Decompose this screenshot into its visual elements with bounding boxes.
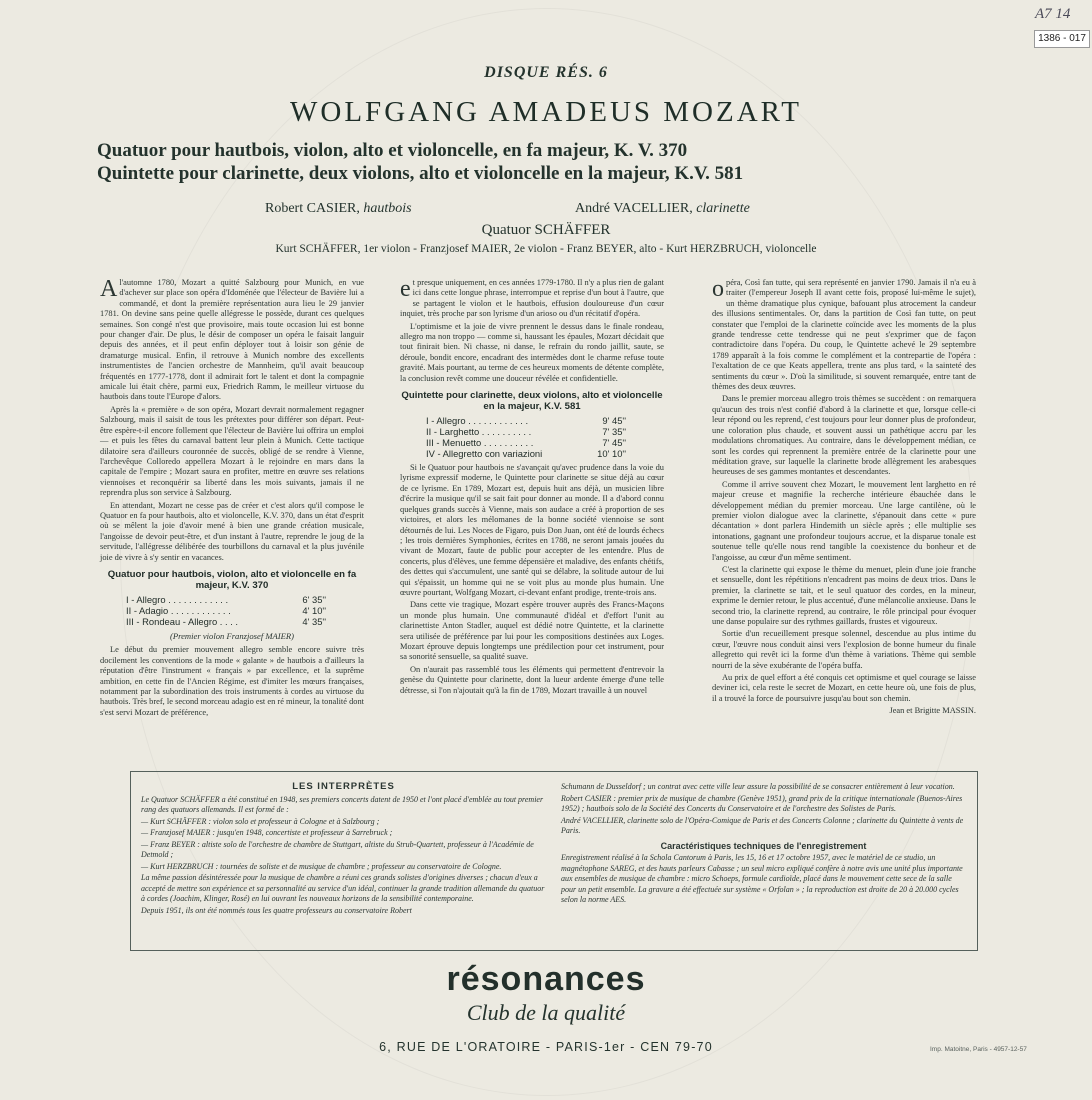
- notes-paragraph: En attendant, Mozart ne cesse pas de créer et c'est alors qu'il compose le Quatuor en fa pour hautbois, alto et violoncelle, K.V. 370, dans un état d'esprit où se mêlent la joie d'avoir mené à bien une grande création musicale, l'angoisse de devoir peut-être, et d'un instant à l'autre, reprendre le joug de la servitude, l'allégresse délibérée des tourbillons du carnaval et la plus juvénile joie de vivre à s'y sentir en vacances.: [100, 500, 364, 562]
- printer-credit: Imp. Matoitne, Paris - 4957-12-57: [930, 1046, 1027, 1053]
- track-duration: 10' 10'': [597, 448, 626, 460]
- track-row: [126, 605, 326, 616]
- notes-paragraph: Dans le premier morceau allegro trois thèmes se succèdent : on remarquera qu'aucun des trois n'est confié d'abord à la clarinette et que, lorsque celle-ci leur répond ou les reprend, c'est toujours pour leur donner plus de profondeur, une coloration plus chaude, et souvent aussi un pathétique accru par les modulations chromatiques. Au contraire, dans le développement médian, ce sont les cordes qui reprennent la première entrée de la clarinette pour une méditation grave, sur laquelle la clarinette brode allègrement les arabesques heureuses de ses gammes montantes et descendantes.: [712, 394, 976, 477]
- performer-vacellier-instrument: clarinette: [696, 201, 750, 216]
- notes-paragraph: On n'aurait pas rassemblé tous les éléments qui permettent d'entrevoir la genèse du Quintette pour clarinette, dont la lueur ardente émerge d'une telle détresse, si l'on n'ajoutait qu'à la fin de 1789, Mozart travaille à un nouvel: [400, 664, 664, 695]
- notes-paragraph: Comme il arrive souvent chez Mozart, le mouvement lent larghetto en ré majeur creuse et magnifie la recherche intérieure ébauchée dans le développement médian du premier morceau. Une large cantilène, où le premier violon dialogue avec la clarinette, s'épanouit dans cette « pure décantation » dont parlera Hindemith un siècle après ; elle multiplie ses intonations, gagnant une profondeur toujours accrue, et la disparue tonale est soutenue telle qu'elle nous rend tangible la coexistence du bonheur et de l'angoisse, au cœur d'un même sentiment.: [712, 479, 976, 562]
- quartet-name: Quatuor SCHÄFFER: [481, 222, 611, 238]
- interpretes-line: Schumann de Dusseldorf ; un contrat avec cette ville leur assure la possibilité de se consacrer entièrement à leur vocation.: [561, 782, 955, 791]
- notes-column-2: [400, 278, 664, 698]
- track-duration: 9' 45'': [602, 415, 626, 427]
- track-duration: 6' 35'': [302, 593, 326, 605]
- interpretes-line: La même passion désintéressée pour la musique de chambre a réuni ces grands solistes d'origines diverses ; chacun d'eux a accepté de mettre son expérience et sa personnalité au service d'un idéal, continuer la grande tradition allemande du quatuor à cordes (Joachim, Klinger, Rosé) en lui ouvrant les nouveaux horizons de la sensibilité contemporaine.: [141, 873, 545, 903]
- section-heading-quintette: Quintette pour clarinette, deux violons, alto et violoncelle en la majeur, K.V. 581: [401, 390, 663, 413]
- recording-specs-text: Enregistrement réalisé à la Schola Cantorum à Paris, les 15, 16 et 17 octobre 1957, avec le matériel de ce studio, un magnétophone SAREG, et des hauts parleurs Cabasse ; un seul micro expliqué confère à notre avis une unité plus importante aux ensembles de musique de chambre : micro Schoeps, formule cardioïde, placé dans le mouvement cette sece de la salle pour un petit ensemble. La gravure a été effectuée sur système « Orfolan » ; la reproduction est droite de 20 à 20.000 cycles selon la norme AES.: [561, 853, 963, 904]
- interpretes-line: — Franzjosef MAIER : jusqu'en 1948, concertiste et professeur à Sarrebruck ;: [141, 828, 393, 837]
- performer-casier-instrument: hautbois: [363, 201, 412, 216]
- interpretes-right: [561, 782, 966, 907]
- track-title: III - Rondeau - Allegro . . . .: [126, 615, 239, 627]
- disque-number: DISQUE RÉS. 6: [484, 64, 608, 81]
- notes-paragraph: Dans cette vie tragique, Mozart espère trouver auprès des Francs-Maçons un monde plus humain. Une communauté d'idéal et d'effort l'unit au clarinettiste Anton Stadler, auquel est dédié notre Quintette, et la clarinette sera utilisée de préférence par lui pour les compositions destinées aux Loges. Mozart éprouve depuis longtemps une prédilection pour cet instrument, pour sa sonorité sensuelle, sa qualité suave.: [400, 600, 664, 662]
- notes-paragraph: Sortie d'un recueillement presque solennel, descendue au plus intime du cœur, l'œuvre nous conduit ainsi vers l'explosion de bonne humeur du finale allegretto qui revêt ici la forme d'un thème à variations. Thème qui semble nourri de la sève exubérante de l'opéra buffa.: [712, 629, 976, 670]
- notes-paragraph: et presque uniquement, en ces années 1779-1780. Il n'y a plus rien de galant ici dans cette longue phrase, interrompue et reprise d'un bout à l'autre, que se partagent le violon et le hautbois, effusion douloureuse d'un cœur inquiet, très proche par son lyrisme d'un arioso ou d'un récitatif d'opéra.: [400, 276, 664, 319]
- composer-title: WOLFGANG AMADEUS MOZART: [290, 96, 802, 128]
- notes-paragraph: Al'automne 1780, Mozart a quitté Salzbourg pour Munich, en vue d'achever sur place son opéra d'Idoménée que l'électeur de Bavière lui a commandé, et dont la première représentation aura lieu le 29 janvier 1781. On devine sans peine quelle allégresse le possède, durant ces quelques semaines. Son congé n'est que provisoire, mais toute occasion lui est bonne pour changer d'air. De plus, le désir de composer un opéra le faisait languir depuis des années, et il peut enfin déployer tout à loisir son génie de dramaturge musical. Enfin, il retrouve à Munich nombre des excellents instrumentistes de l'ancien orchestre de Mannheim, qu'il avait beaucoup fréquentés en 1777-1778, dont il admirait fort le talent et dont la compagnie amicale lui était chère, parmi eux, Friedrich Ramm, le meilleur virtuose du hautbois dans toute l'Europe d'alors.: [100, 276, 364, 402]
- interpretes-line: — Kurt SCHÄFFER : violon solo et professeur à Cologne et à Salzbourg ;: [141, 816, 380, 826]
- notes-column-1: [100, 278, 364, 720]
- tracklist-quatuor: [126, 594, 364, 627]
- first-violin-credit: (Premier violon Franzjosef MAIER): [169, 630, 295, 641]
- track-row: [426, 448, 626, 459]
- interpretes-line: — Franz BEYER : altiste solo de l'orchestre de chambre de Stuttgart, altiste du Strub-Quartett, professeur à l'Académie de Detmold ;: [141, 839, 534, 859]
- track-duration: 7' 35'': [602, 426, 626, 438]
- interpretes-line: Robert CASIER : premier prix de musique de chambre (Genève 1951), grand prix de la critique internationale (Buenos-Aires 1952) ; hautbois solo de la Société des Concerts du Conservatoire et de l'orchestre des Solistes de Paris.: [561, 793, 963, 813]
- performer-casier-name: Robert CASIER,: [265, 201, 360, 216]
- track-title: IV - Allegretto con variazioni: [426, 448, 543, 460]
- interpretes-left: [141, 782, 546, 917]
- track-title: I - Allegro . . . . . . . . . . . .: [426, 415, 529, 427]
- track-duration: 4' 10'': [302, 604, 326, 616]
- interpretes-line: Depuis 1951, ils ont été nommés tous les quatre professeurs au conservatoire Robert: [141, 905, 412, 915]
- track-duration: 4' 35'': [302, 615, 326, 627]
- track-title: II - Larghetto . . . . . . . . . .: [426, 426, 532, 438]
- recording-specs-heading: Caractéristiques techniques de l'enregistrement: [660, 840, 867, 851]
- track-row: [126, 594, 326, 605]
- notes-paragraph: opéra, Così fan tutte, qui sera représenté en janvier 1790. Jamais il n'a eu à traiter (l'empereur Joseph II avant cette fois, proposé lui-même le sujet), un thème dramatique plus cynique, bafouant plus atrocement la candeur des illusions sentimentales. Or, dans la partition de Così fan tutte, on peut constater que l'emploi de la clarinette coïncide avec les moments de la plus grande tendresse cette tendresse qui ne peut s'exprimer que de façon contradictoire dans l'opéra. Du coup, le Quintette achevé le 29 septembre 1789 apparaît à la fois comme le complément et la contrepartie de l'opéra : l'exaltation de ce que Keats appellera, trente ans plus tard, « la sainteté des sentiments du cœur ». D'où la similitude, si souvent remarquée, entre tant de thèmes des deux œuvres.: [712, 276, 976, 392]
- catalog-sticker: 1386 - 017: [1034, 30, 1090, 48]
- track-row: [126, 616, 326, 627]
- notes-paragraph: Après la « première » de son opéra, Mozart devrait normalement regagner Salzbourg, mais il saisit de tous les prétextes pour différer son départ. Peut-être espère-t-il encore follement que l'électeur de Bavière lui offrira un emploi — et puis les fêtes du carnaval battent leur plein à Munich. Cette tactique dilatoire sera d'ailleurs couronnée de succès, obligé de se rendre à Vienne, l'archevêque Colloredo appellera Mozart à le rejoindre en mars dans la capitale de l'empire ; Mozart saura en profiter, mettre en œuvre ses relations viennoises et reconquérir sa liberté dans les mois suivants, jamais il ne reprendra plus son service à Salzbourg.: [100, 404, 364, 498]
- notes-paragraph: C'est la clarinette qui expose le thème du menuet, plein d'une joie franche et sensuelle, dont les répétitions n'encadrent pas moins de deux trios. Dans le premier, la clarinette se tait, et le seul quatuor des cordes, en la mineur, exprime le dernier retour, le plus accentué, d'une mélancolie anxieuse. Dans le second trio, la clarinette reprend, au contraire, le rôle principal pour évoquer une danse populaire sur des rythmes gaillards, frustes et vigoureux.: [712, 564, 976, 626]
- label-tagline: Club de la qualité: [466, 1000, 626, 1025]
- notes-paragraph: Le début du premier mouvement allegro semble encore suivre très docilement les conventions de la mode « galante » de hautbois a d'ailleurs la réputation d'être l'instrument « français » par excellence, et la suprême ambition, en cette fin de l'Ancien Régime, est d'imiter les mœurs françaises, notamment par la subordination des trois instruments à cordes au virtuose du hautbois. Très bref, le second morceau adagio est en ré mineur, la tonalité dont s'est servi Mozart de préférence,: [100, 645, 364, 717]
- track-title: II - Adagio . . . . . . . . . . . .: [126, 604, 231, 616]
- performer-vacellier: [575, 201, 750, 217]
- track-row: [426, 437, 626, 448]
- notes-paragraph: L'optimisme et la joie de vivre prennent le dessus dans le finale rondeau, allegro ma non troppo — comme si, haussant les épaules, Mozart décidait que tout finirait bien. Ni chasse, ni danse, le refrain du rondo jaillit, saute, se déroule, bondit encore, encadrant des intermèdes dont le charme refuse toute gravité. Mais pourtant, au terme de ces heureux moments de détente complète, la conclusion revêt comme une douceur révélée et confidentielle.: [400, 321, 664, 383]
- quartet-members: Kurt SCHÄFFER, 1er violon - Franzjosef MAIER, 2e violon - Franz BEYER, alto - Kurt HERZBRUCH, violoncelle: [275, 243, 817, 255]
- notes-signature: Jean et Brigitte MASSIN.: [889, 706, 976, 716]
- interpretes-box: [130, 771, 978, 951]
- track-title: I - Allegro . . . . . . . . . . . .: [126, 593, 229, 605]
- notes-paragraph: Au prix de quel effort a été conquis cet optimisme et quel courage se laisse deviner ici, cela reste le secret de Mozart, en cette heure où, une fois de plus, il a trouvé la force de poursuivre jusqu'au bout son chemin.: [712, 673, 976, 703]
- interpretes-title: LES INTERPRÈTES: [292, 781, 395, 792]
- work-title-1: Quatuor pour hautbois, violon, alto et violoncelle, en fa majeur, K. V. 370: [97, 140, 688, 161]
- label-address: 6, RUE DE L'ORATOIRE - PARIS-1er - CEN 79-70: [379, 1040, 713, 1054]
- label-logo: résonances: [446, 960, 646, 998]
- track-duration: 7' 45'': [602, 437, 626, 449]
- interpretes-line: Le Quatuor SCHÄFFER a été constitué en 1948, ses premiers concerts datent de 1950 et l'ont placé d'emblée au tout premier rang des quatuors allemands. Il est formé de :: [141, 794, 544, 814]
- tracklist-quintette: [426, 415, 664, 459]
- performer-vacellier-name: André VACELLIER,: [575, 201, 693, 216]
- work-title-2: Quintette pour clarinette, deux violons, alto et violoncelle en la majeur, K.V. 581: [97, 163, 744, 184]
- track-row: [426, 426, 626, 437]
- interpretes-line: — Kurt HERZBRUCH : tournées de soliste et de musique de chambre ; professeur au conservatoire de Cologne.: [141, 861, 502, 871]
- performer-casier: [265, 201, 412, 217]
- handwritten-note: A7 14: [1035, 6, 1071, 22]
- notes-paragraph: Si le Quatuor pour hautbois ne s'avançait qu'avec prudence dans la voie du lyrisme expressif moderne, le Quintette pour clarinette se situe déjà au cœur de ce lyrisme. En 1789, Mozart est, depuis huit ans déjà, un musicien libre d'écrire la musique qu'il se sait fait pour donner au monde. Il a d'abord connu quelques grands succès à Vienne, mais son audace a créé à proportion de ses victoires, et alors les mélomanes de la bonne société viennoise se sont détournés de lui. Les Noces de Figaro, puis Don Juan, ont été de lourds échecs ; les trois dernières Symphonies, écrites en 1788, ne seront jamais jouées du vivant de Mozart, faute de public pour accepter de les entendre. Plus de concerts, plus d'élèves, une femme dépensière et maladive, des enfants chétifs, des dettes qui s'accumulent, une santé qui se délabre, la solitude autour de lui qui s'épaissit, un homme qui ne se voit plus au monde plus humain. Une œuvre pourtant, Wolfgang Mozart, ci-devant enfant prodige, trente-trois ans.: [400, 463, 664, 597]
- track-row: [426, 415, 626, 426]
- interpretes-line: André VACELLIER, clarinette solo de l'Opéra-Comique de Paris et des Concerts Colonne ; clarinette du Quintette à vents de Paris.: [561, 815, 964, 835]
- track-title: III - Menuetto . . . . . . . . . .: [426, 437, 534, 449]
- notes-column-3: [712, 278, 976, 717]
- section-heading-quatuor: Quatuor pour hautbois, violon, alto et violoncelle en fa majeur, K.V. 370: [107, 568, 357, 591]
